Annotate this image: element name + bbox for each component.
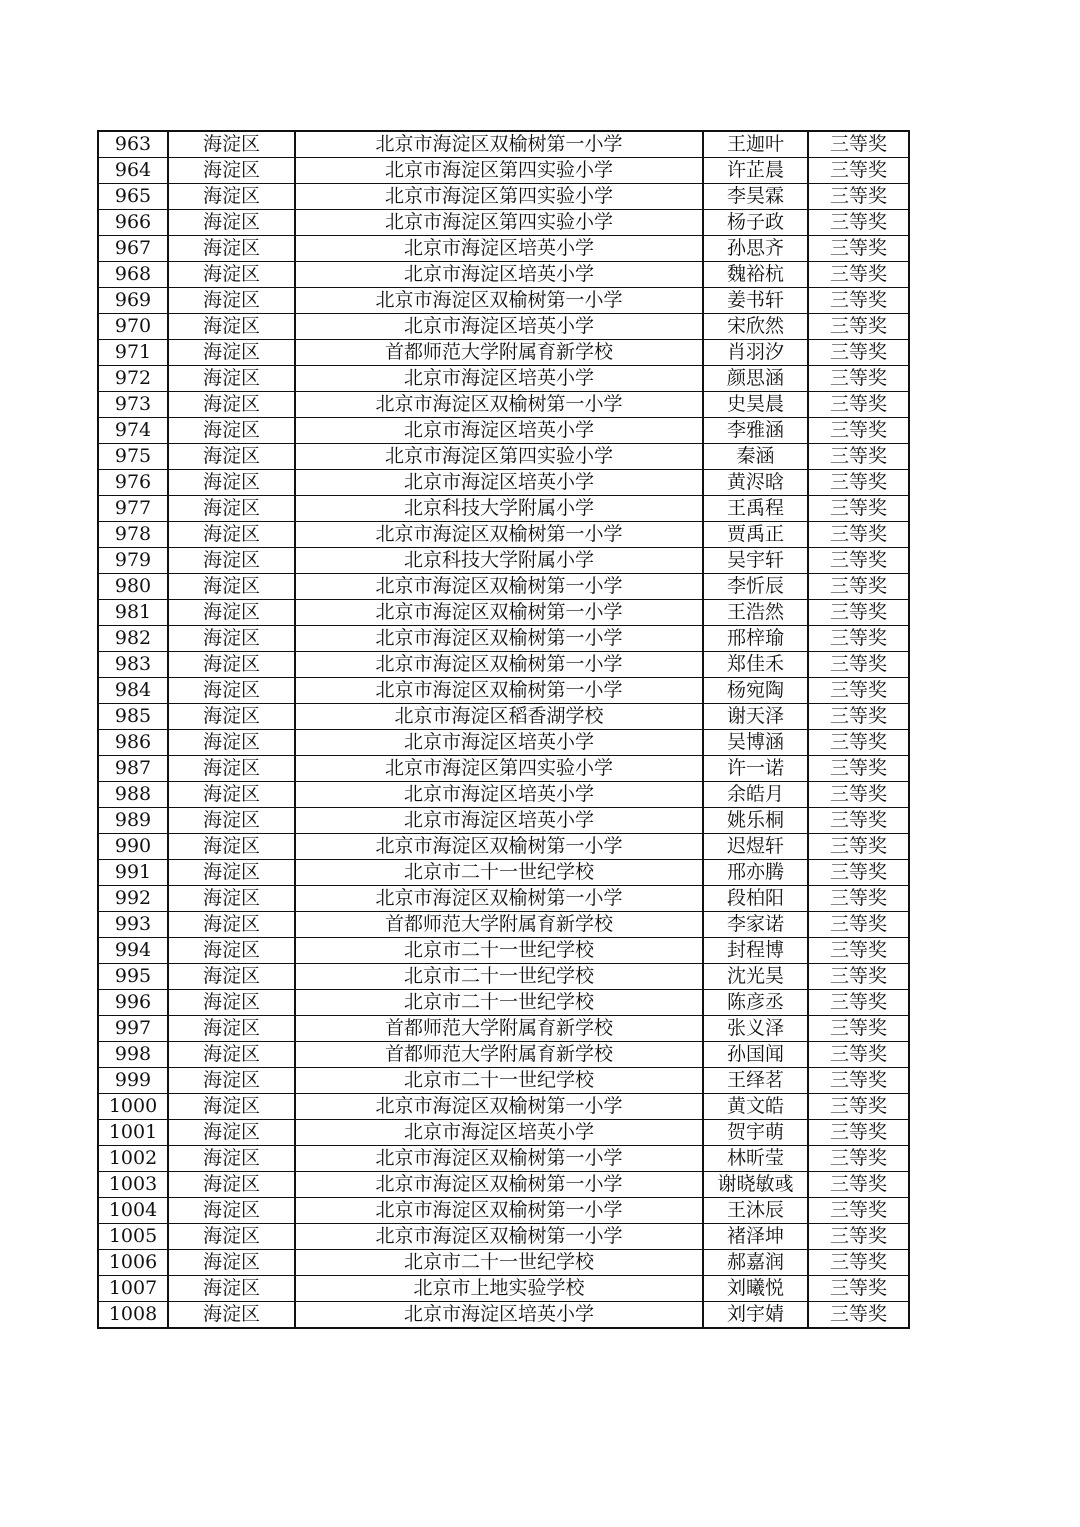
district-cell: 海淀区 (168, 314, 295, 340)
table-row (98, 1068, 909, 1094)
student-name-cell: 王绎茗 (703, 1068, 808, 1094)
row-number: 998 (98, 1042, 168, 1068)
student-name-cell: 郑佳禾 (703, 652, 808, 678)
table-row (98, 912, 909, 938)
student-name-cell: 邢梓瑜 (703, 626, 808, 652)
district-cell: 海淀区 (168, 1250, 295, 1276)
row-number: 990 (98, 834, 168, 860)
district-cell: 海淀区 (168, 782, 295, 808)
table-row (98, 210, 909, 236)
prize-cell: 三等奖 (808, 1146, 909, 1172)
district-cell: 海淀区 (168, 262, 295, 288)
district-cell: 海淀区 (168, 158, 295, 184)
student-name-cell: 秦涵 (703, 444, 808, 470)
school-cell: 北京市二十一世纪学校 (295, 1250, 703, 1276)
table-row (98, 834, 909, 860)
school-cell: 北京市海淀区第四实验小学 (295, 210, 703, 236)
school-cell: 北京市海淀区双榆树第一小学 (295, 600, 703, 626)
row-number: 1007 (98, 1276, 168, 1302)
row-number: 981 (98, 600, 168, 626)
student-name-cell: 沈光昊 (703, 964, 808, 990)
prize-cell: 三等奖 (808, 470, 909, 496)
student-name-cell: 宋欣然 (703, 314, 808, 340)
prize-cell: 三等奖 (808, 756, 909, 782)
student-name-cell: 孙国闻 (703, 1042, 808, 1068)
prize-cell: 三等奖 (808, 834, 909, 860)
student-name-cell: 张义泽 (703, 1016, 808, 1042)
district-cell: 海淀区 (168, 444, 295, 470)
student-name-cell: 史昊晨 (703, 392, 808, 418)
prize-cell: 三等奖 (808, 548, 909, 574)
row-number: 969 (98, 288, 168, 314)
student-name-cell: 吴宇轩 (703, 548, 808, 574)
table-row (98, 1198, 909, 1224)
row-number: 973 (98, 392, 168, 418)
table-row (98, 730, 909, 756)
district-cell: 海淀区 (168, 834, 295, 860)
prize-cell: 三等奖 (808, 652, 909, 678)
student-name-cell: 肖羽汐 (703, 340, 808, 366)
school-cell: 北京市海淀区第四实验小学 (295, 444, 703, 470)
school-cell: 北京市海淀区双榆树第一小学 (295, 392, 703, 418)
row-number: 986 (98, 730, 168, 756)
prize-cell: 三等奖 (808, 808, 909, 834)
row-number: 968 (98, 262, 168, 288)
district-cell: 海淀区 (168, 1302, 295, 1329)
school-cell: 北京市海淀区双榆树第一小学 (295, 574, 703, 600)
table-row (98, 938, 909, 964)
table-row (98, 678, 909, 704)
student-name-cell: 余皓月 (703, 782, 808, 808)
school-cell: 北京市海淀区双榆树第一小学 (295, 834, 703, 860)
prize-cell: 三等奖 (808, 886, 909, 912)
row-number: 1000 (98, 1094, 168, 1120)
prize-cell: 三等奖 (808, 236, 909, 262)
student-name-cell: 王迦叶 (703, 131, 808, 158)
district-cell: 海淀区 (168, 1016, 295, 1042)
prize-cell: 三等奖 (808, 1068, 909, 1094)
student-name-cell: 杨子政 (703, 210, 808, 236)
prize-cell: 三等奖 (808, 262, 909, 288)
row-number: 996 (98, 990, 168, 1016)
district-cell: 海淀区 (168, 522, 295, 548)
school-cell: 北京市海淀区双榆树第一小学 (295, 1094, 703, 1120)
table-row (98, 314, 909, 340)
table-row (98, 964, 909, 990)
district-cell: 海淀区 (168, 626, 295, 652)
row-number: 965 (98, 184, 168, 210)
row-number: 967 (98, 236, 168, 262)
school-cell: 北京市海淀区第四实验小学 (295, 756, 703, 782)
district-cell: 海淀区 (168, 860, 295, 886)
student-name-cell: 王浩然 (703, 600, 808, 626)
student-name-cell: 迟煜轩 (703, 834, 808, 860)
row-number: 976 (98, 470, 168, 496)
prize-cell: 三等奖 (808, 184, 909, 210)
table-row (98, 548, 909, 574)
district-cell: 海淀区 (168, 210, 295, 236)
row-number: 979 (98, 548, 168, 574)
table-row (98, 392, 909, 418)
prize-cell: 三等奖 (808, 626, 909, 652)
table-row (98, 626, 909, 652)
student-name-cell: 孙思齐 (703, 236, 808, 262)
student-name-cell: 陈彦丞 (703, 990, 808, 1016)
district-cell: 海淀区 (168, 756, 295, 782)
awards-table (97, 130, 910, 1329)
school-cell: 北京市二十一世纪学校 (295, 964, 703, 990)
student-name-cell: 姜书轩 (703, 288, 808, 314)
row-number: 985 (98, 704, 168, 730)
row-number: 1001 (98, 1120, 168, 1146)
district-cell: 海淀区 (168, 938, 295, 964)
table-row (98, 1224, 909, 1250)
table-row (98, 600, 909, 626)
school-cell: 首都师范大学附属育新学校 (295, 912, 703, 938)
school-cell: 北京市二十一世纪学校 (295, 1068, 703, 1094)
district-cell: 海淀区 (168, 678, 295, 704)
table-row (98, 1016, 909, 1042)
school-cell: 北京市海淀区培英小学 (295, 782, 703, 808)
prize-cell: 三等奖 (808, 210, 909, 236)
district-cell: 海淀区 (168, 1198, 295, 1224)
prize-cell: 三等奖 (808, 860, 909, 886)
row-number: 982 (98, 626, 168, 652)
school-cell: 首都师范大学附属育新学校 (295, 1042, 703, 1068)
table-row (98, 288, 909, 314)
prize-cell: 三等奖 (808, 730, 909, 756)
student-name-cell: 许一诺 (703, 756, 808, 782)
table-row (98, 470, 909, 496)
table-row (98, 1302, 909, 1329)
district-cell: 海淀区 (168, 236, 295, 262)
prize-cell: 三等奖 (808, 496, 909, 522)
school-cell: 北京市海淀区稻香湖学校 (295, 704, 703, 730)
row-number: 992 (98, 886, 168, 912)
row-number: 966 (98, 210, 168, 236)
student-name-cell: 黄浕晗 (703, 470, 808, 496)
district-cell: 海淀区 (168, 652, 295, 678)
student-name-cell: 段柏阳 (703, 886, 808, 912)
student-name-cell: 黄文皓 (703, 1094, 808, 1120)
district-cell: 海淀区 (168, 964, 295, 990)
row-number: 977 (98, 496, 168, 522)
table-row (98, 574, 909, 600)
school-cell: 北京市海淀区培英小学 (295, 314, 703, 340)
row-number: 1005 (98, 1224, 168, 1250)
prize-cell: 三等奖 (808, 782, 909, 808)
row-number: 988 (98, 782, 168, 808)
table-row (98, 496, 909, 522)
table-row (98, 886, 909, 912)
school-cell: 北京市上地实验学校 (295, 1276, 703, 1302)
table-row (98, 418, 909, 444)
school-cell: 北京市海淀区第四实验小学 (295, 184, 703, 210)
row-number: 974 (98, 418, 168, 444)
prize-cell: 三等奖 (808, 1094, 909, 1120)
prize-cell: 三等奖 (808, 1042, 909, 1068)
school-cell: 北京市海淀区双榆树第一小学 (295, 1172, 703, 1198)
prize-cell: 三等奖 (808, 1250, 909, 1276)
row-number: 999 (98, 1068, 168, 1094)
school-cell: 北京市海淀区培英小学 (295, 808, 703, 834)
table-row (98, 990, 909, 1016)
student-name-cell: 谢晓敏彧 (703, 1172, 808, 1198)
school-cell: 北京市海淀区双榆树第一小学 (295, 131, 703, 158)
district-cell: 海淀区 (168, 1094, 295, 1120)
student-name-cell: 王禹程 (703, 496, 808, 522)
prize-cell: 三等奖 (808, 158, 909, 184)
school-cell: 北京市二十一世纪学校 (295, 990, 703, 1016)
prize-cell: 三等奖 (808, 444, 909, 470)
table-row (98, 1042, 909, 1068)
district-cell: 海淀区 (168, 131, 295, 158)
student-name-cell: 褚泽坤 (703, 1224, 808, 1250)
district-cell: 海淀区 (168, 470, 295, 496)
table-row (98, 366, 909, 392)
row-number: 1008 (98, 1302, 168, 1329)
district-cell: 海淀区 (168, 366, 295, 392)
school-cell: 北京市海淀区培英小学 (295, 1120, 703, 1146)
row-number: 991 (98, 860, 168, 886)
table-row (98, 1276, 909, 1302)
school-cell: 北京市海淀区双榆树第一小学 (295, 678, 703, 704)
school-cell: 北京市海淀区培英小学 (295, 470, 703, 496)
school-cell: 北京市二十一世纪学校 (295, 860, 703, 886)
district-cell: 海淀区 (168, 886, 295, 912)
table-row (98, 756, 909, 782)
district-cell: 海淀区 (168, 600, 295, 626)
school-cell: 北京科技大学附属小学 (295, 548, 703, 574)
prize-cell: 三等奖 (808, 912, 909, 938)
student-name-cell: 李昊霖 (703, 184, 808, 210)
student-name-cell: 邢亦腾 (703, 860, 808, 886)
row-number: 971 (98, 340, 168, 366)
row-number: 1006 (98, 1250, 168, 1276)
school-cell: 北京市海淀区双榆树第一小学 (295, 288, 703, 314)
student-name-cell: 刘宇婧 (703, 1302, 808, 1329)
school-cell: 首都师范大学附属育新学校 (295, 340, 703, 366)
school-cell: 北京市海淀区培英小学 (295, 262, 703, 288)
table-row (98, 184, 909, 210)
school-cell: 北京市海淀区双榆树第一小学 (295, 1198, 703, 1224)
prize-cell: 三等奖 (808, 1016, 909, 1042)
prize-cell: 三等奖 (808, 1302, 909, 1329)
row-number: 964 (98, 158, 168, 184)
table-row (98, 158, 909, 184)
prize-cell: 三等奖 (808, 1172, 909, 1198)
district-cell: 海淀区 (168, 574, 295, 600)
prize-cell: 三等奖 (808, 964, 909, 990)
school-cell: 北京市海淀区培英小学 (295, 366, 703, 392)
table-row (98, 652, 909, 678)
prize-cell: 三等奖 (808, 704, 909, 730)
row-number: 983 (98, 652, 168, 678)
district-cell: 海淀区 (168, 704, 295, 730)
table-row (98, 860, 909, 886)
row-number: 995 (98, 964, 168, 990)
school-cell: 北京市海淀区培英小学 (295, 236, 703, 262)
row-number: 984 (98, 678, 168, 704)
school-cell: 北京科技大学附属小学 (295, 496, 703, 522)
table-row (98, 704, 909, 730)
table-row (98, 340, 909, 366)
prize-cell: 三等奖 (808, 1120, 909, 1146)
row-number: 997 (98, 1016, 168, 1042)
district-cell: 海淀区 (168, 990, 295, 1016)
prize-cell: 三等奖 (808, 314, 909, 340)
district-cell: 海淀区 (168, 1224, 295, 1250)
table-row (98, 131, 909, 158)
row-number: 978 (98, 522, 168, 548)
student-name-cell: 王沐辰 (703, 1198, 808, 1224)
row-number: 994 (98, 938, 168, 964)
awards-table-body (98, 131, 909, 1328)
prize-cell: 三等奖 (808, 1198, 909, 1224)
row-number: 989 (98, 808, 168, 834)
row-number: 1004 (98, 1198, 168, 1224)
prize-cell: 三等奖 (808, 678, 909, 704)
school-cell: 北京市海淀区培英小学 (295, 418, 703, 444)
row-number: 993 (98, 912, 168, 938)
district-cell: 海淀区 (168, 1146, 295, 1172)
school-cell: 北京市海淀区第四实验小学 (295, 158, 703, 184)
district-cell: 海淀区 (168, 1172, 295, 1198)
school-cell: 北京市海淀区双榆树第一小学 (295, 1224, 703, 1250)
table-row (98, 444, 909, 470)
table-row (98, 236, 909, 262)
school-cell: 北京市海淀区双榆树第一小学 (295, 886, 703, 912)
student-name-cell: 林昕莹 (703, 1146, 808, 1172)
student-name-cell: 杨宛陶 (703, 678, 808, 704)
district-cell: 海淀区 (168, 1068, 295, 1094)
row-number: 970 (98, 314, 168, 340)
district-cell: 海淀区 (168, 548, 295, 574)
school-cell: 北京市海淀区培英小学 (295, 730, 703, 756)
student-name-cell: 姚乐桐 (703, 808, 808, 834)
table-row (98, 1146, 909, 1172)
prize-cell: 三等奖 (808, 366, 909, 392)
student-name-cell: 郝嘉润 (703, 1250, 808, 1276)
prize-cell: 三等奖 (808, 392, 909, 418)
student-name-cell: 李家诺 (703, 912, 808, 938)
district-cell: 海淀区 (168, 808, 295, 834)
prize-cell: 三等奖 (808, 522, 909, 548)
table-row (98, 808, 909, 834)
school-cell: 北京市海淀区双榆树第一小学 (295, 522, 703, 548)
row-number: 987 (98, 756, 168, 782)
student-name-cell: 李雅涵 (703, 418, 808, 444)
school-cell: 首都师范大学附属育新学校 (295, 1016, 703, 1042)
student-name-cell: 李忻辰 (703, 574, 808, 600)
row-number: 980 (98, 574, 168, 600)
student-name-cell: 封程博 (703, 938, 808, 964)
school-cell: 北京市二十一世纪学校 (295, 938, 703, 964)
district-cell: 海淀区 (168, 730, 295, 756)
table-row (98, 782, 909, 808)
student-name-cell: 魏裕杭 (703, 262, 808, 288)
student-name-cell: 颜思涵 (703, 366, 808, 392)
row-number: 972 (98, 366, 168, 392)
table-row (98, 1120, 909, 1146)
table-row (98, 262, 909, 288)
student-name-cell: 贺宇萌 (703, 1120, 808, 1146)
student-name-cell: 谢天泽 (703, 704, 808, 730)
district-cell: 海淀区 (168, 184, 295, 210)
prize-cell: 三等奖 (808, 131, 909, 158)
row-number: 963 (98, 131, 168, 158)
district-cell: 海淀区 (168, 418, 295, 444)
prize-cell: 三等奖 (808, 340, 909, 366)
prize-cell: 三等奖 (808, 600, 909, 626)
school-cell: 北京市海淀区培英小学 (295, 1302, 703, 1329)
district-cell: 海淀区 (168, 1120, 295, 1146)
district-cell: 海淀区 (168, 288, 295, 314)
prize-cell: 三等奖 (808, 574, 909, 600)
student-name-cell: 吴博涵 (703, 730, 808, 756)
district-cell: 海淀区 (168, 340, 295, 366)
prize-cell: 三等奖 (808, 288, 909, 314)
district-cell: 海淀区 (168, 1042, 295, 1068)
student-name-cell: 贾禹正 (703, 522, 808, 548)
prize-cell: 三等奖 (808, 938, 909, 964)
school-cell: 北京市海淀区双榆树第一小学 (295, 626, 703, 652)
district-cell: 海淀区 (168, 1276, 295, 1302)
student-name-cell: 刘曦悦 (703, 1276, 808, 1302)
student-name-cell: 许芷晨 (703, 158, 808, 184)
district-cell: 海淀区 (168, 392, 295, 418)
table-row (98, 1094, 909, 1120)
school-cell: 北京市海淀区双榆树第一小学 (295, 1146, 703, 1172)
school-cell: 北京市海淀区双榆树第一小学 (295, 652, 703, 678)
table-row (98, 1172, 909, 1198)
row-number: 975 (98, 444, 168, 470)
prize-cell: 三等奖 (808, 1224, 909, 1250)
row-number: 1002 (98, 1146, 168, 1172)
table-row (98, 522, 909, 548)
table-row (98, 1250, 909, 1276)
prize-cell: 三等奖 (808, 418, 909, 444)
district-cell: 海淀区 (168, 496, 295, 522)
prize-cell: 三等奖 (808, 990, 909, 1016)
prize-cell: 三等奖 (808, 1276, 909, 1302)
row-number: 1003 (98, 1172, 168, 1198)
district-cell: 海淀区 (168, 912, 295, 938)
